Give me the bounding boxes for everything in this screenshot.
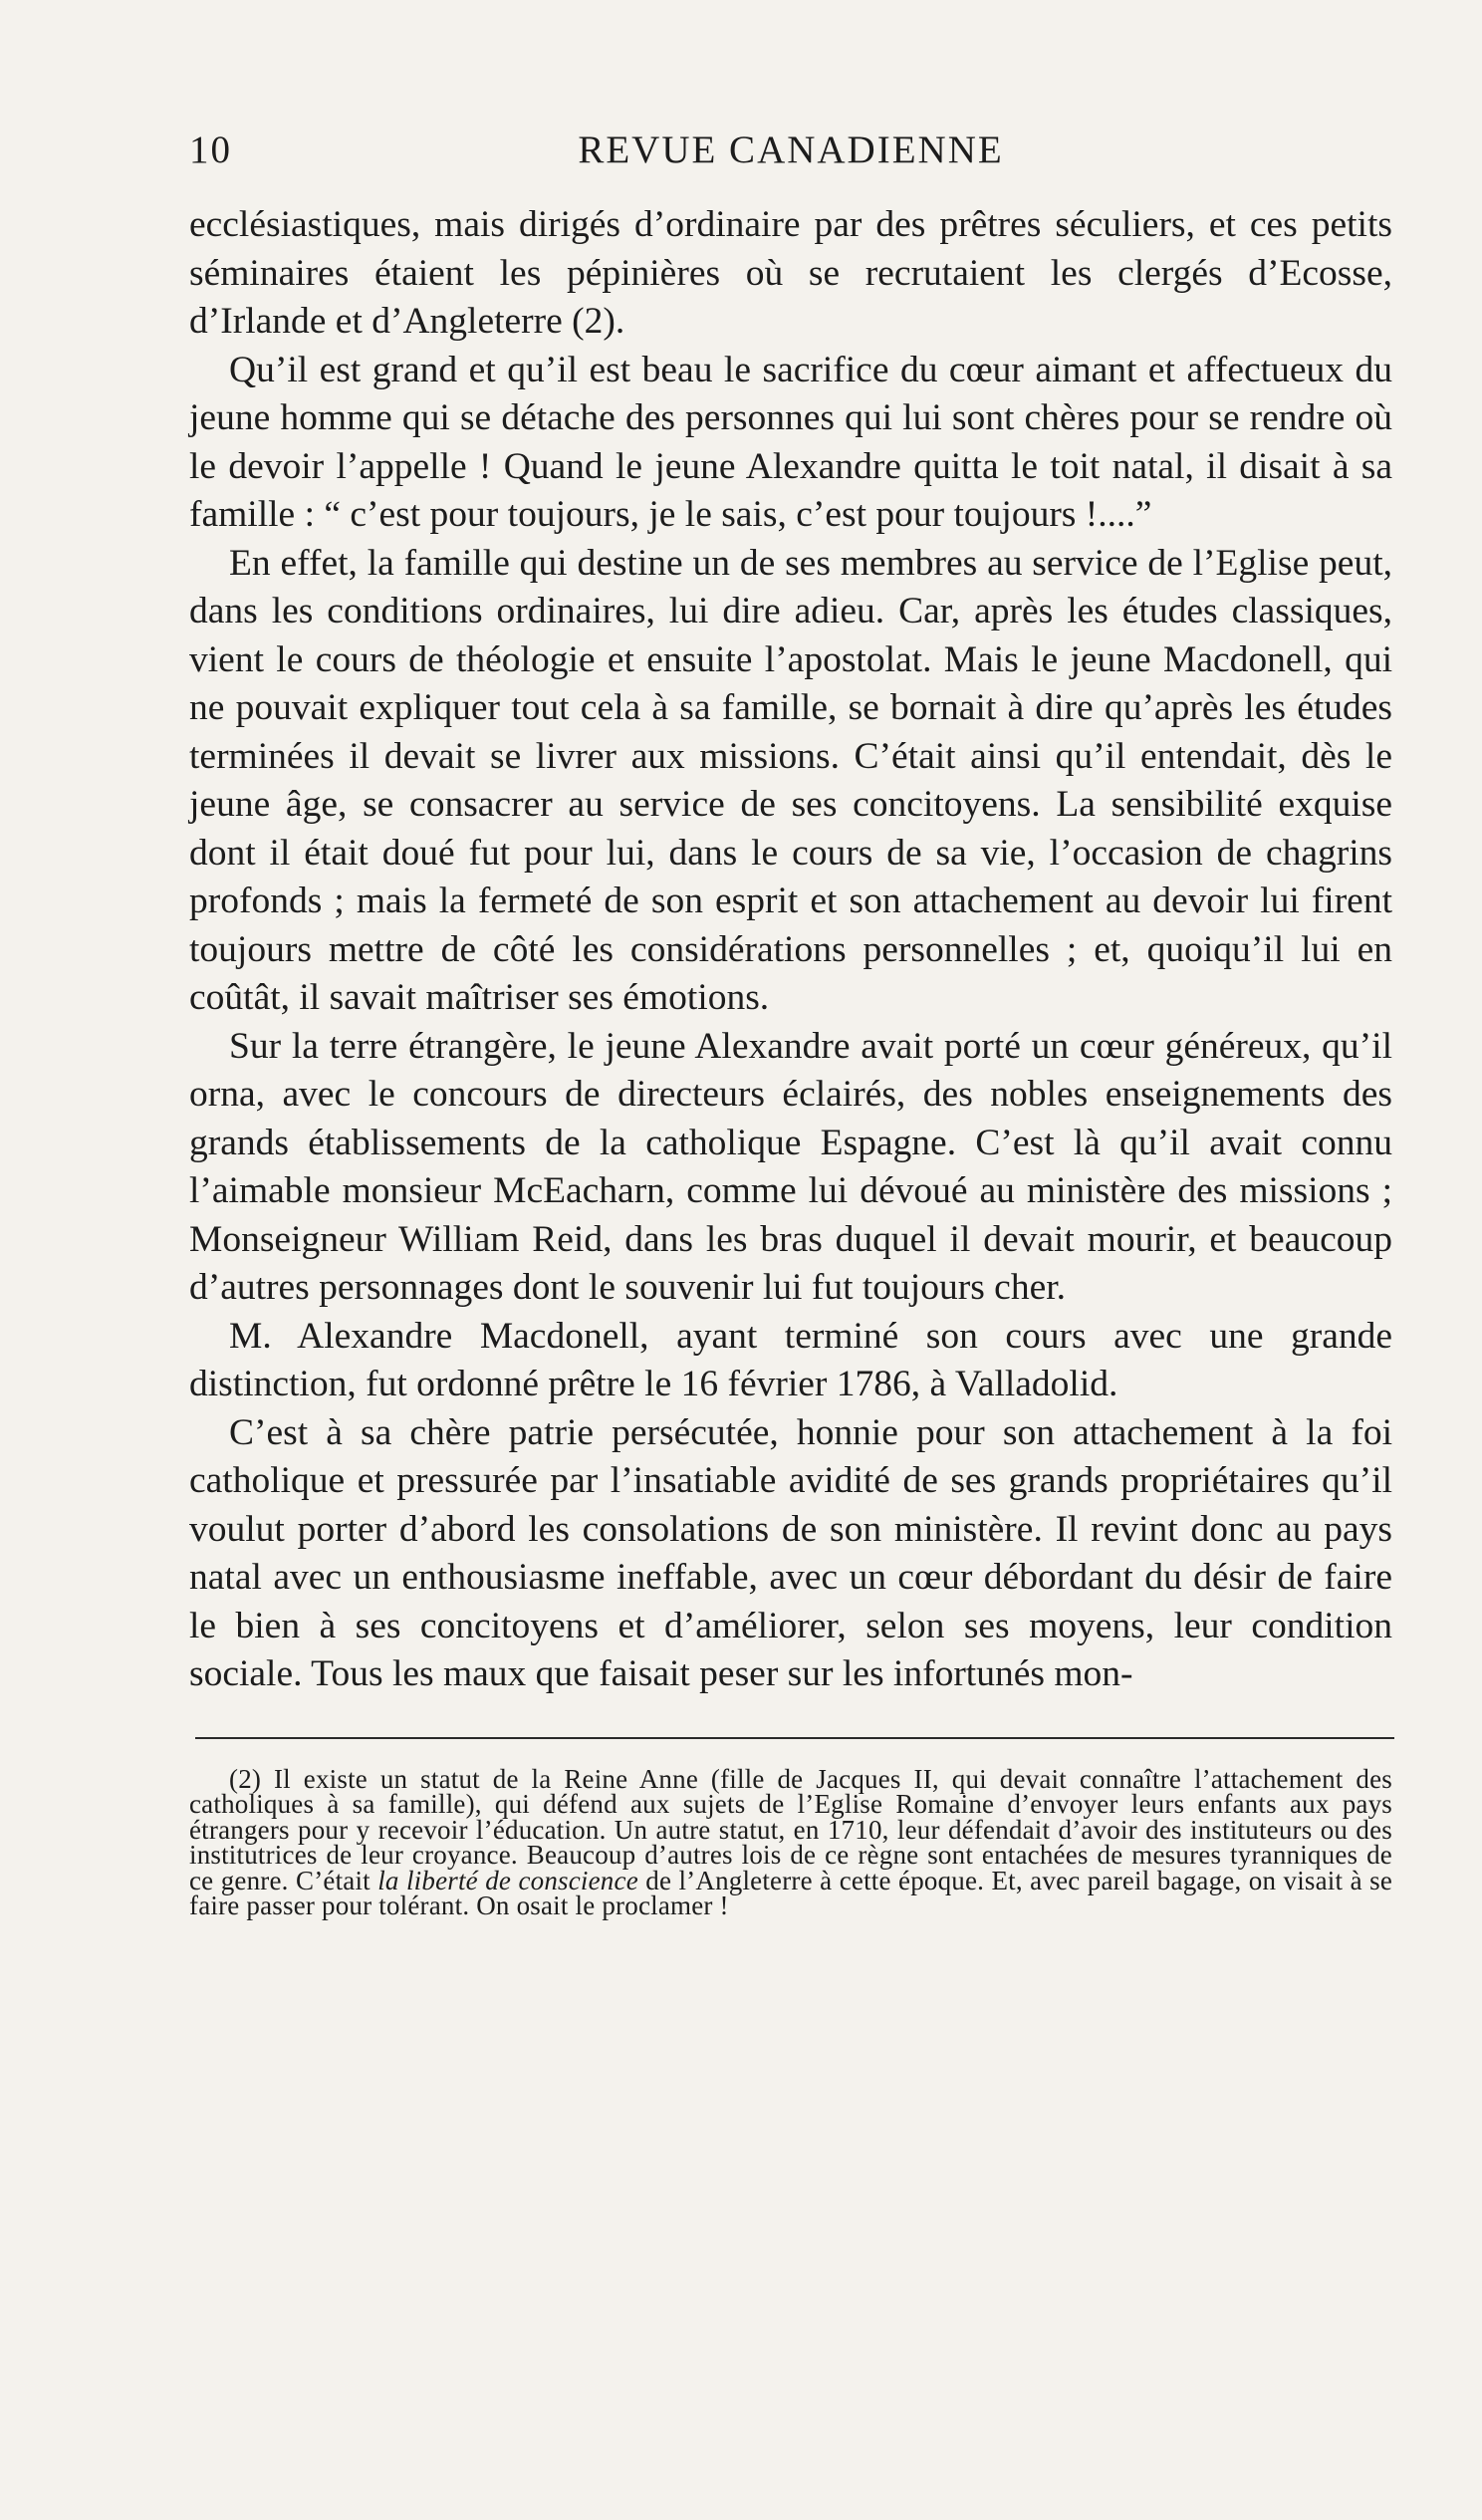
footnote-text-end: de l’Angleterre à cette époque. Et, avec pareil bagage, on visait à se faire passer pour tolérant. On osait le proclamer ! bbox=[189, 1865, 1392, 1921]
footnote-text: (2) Il existe un statut de la Reine Anne (fille de Jacques II, qui devait connaître l’attachement des catholiques à sa famille), qui défend aux sujets de l’Eglise Romaine d’envoyer leurs enfants aux pays étrangers pour y recevoir l’éducation. Un autre statut, en 1710, leur défendait d’avoir des instituteurs ou des institutrices de leur croyance. Beaucoup d’autres lois de ce règne sont entachées de mesures tyranniques de ce genre. C’était bbox=[189, 1763, 1392, 1895]
book-page bbox=[189, 127, 1392, 1919]
page-number: 10 bbox=[189, 128, 232, 171]
paragraph-continued: ecclésiastiques, mais dirigés d’ordinaire par des prêtres séculiers, et ces petits séminaires étaient les pépinières où se recrutaient les clergés d’Ecosse, d’Irlande et d’Angleterre (2). bbox=[189, 204, 1392, 342]
paragraph: Sur la terre étrangère, le jeune Alexandre avait porté un cœur généreux, qu’il orna, avec le concours de directeurs éclairés, des nobles enseignements des grands établissements de la catholique Espagne. C’est là qu’il avait connu l’aimable monsieur McEacharn, comme lui dévoué au ministère des missions ; Monseigneur William Reid, dans les bras duquel il devait mourir, et beaucoup d’autres personnages dont le souvenir lui fut toujours cher. bbox=[189, 1025, 1392, 1308]
paragraph: En effet, la famille qui destine un de ses membres au service de l’Eglise peut, dans les conditions ordinaires, lui dire adieu. Car, après les études classiques, vient le cours de théologie et ensuite l’apostolat. Mais le jeune Macdonell, qui ne pouvait expliquer tout cela à sa famille, se bornait à dire qu’après les études terminées il devait se livrer aux missions. C’était ainsi qu’il entendait, dès le jeune âge, se consacrer au service de ses concitoyens. La sensibilité exquise dont il était doué fut pour lui, dans le cours de sa vie, l’occasion de chagrins profonds ; mais la fermeté de son esprit et son attachement au devoir lui firent toujours mettre de côté les considérations personnelles ; et, quoiqu’il lui en coûtât, il savait maîtriser ses émotions. bbox=[189, 542, 1392, 1018]
footnote bbox=[189, 1763, 1392, 1921]
paragraph: C’est à sa chère patrie persécutée, honnie pour son attachement à la foi catholique et pressurée par l’insatiable avidité de ses grands propriétaires qu’il voulut porter d’abord les consolations de son ministère. Il revint donc au pays natal avec un enthousiasme ineffable, avec un cœur débordant du désir de faire le bien à ses concitoyens et d’améliorer, selon ses moyens, leur condition sociale. Tous les maux que faisait peser sur les infortunés mon- bbox=[189, 1411, 1392, 1694]
paragraph: M. Alexandre Macdonell, ayant terminé son cours avec une grande distinction, fut ordonné prêtre le 16 février 1786, à Valladolid. bbox=[189, 1315, 1392, 1404]
running-head bbox=[189, 127, 1392, 183]
journal-title: REVUE CANADIENNE bbox=[578, 128, 1004, 171]
footnote-emphasis: la liberté de conscience bbox=[377, 1865, 638, 1895]
paragraph: Qu’il est grand et qu’il est beau le sacrifice du cœur aimant et affectueux du jeune homme qui se détache des personnes qui lui sont chères pour se rendre où le devoir l’appelle ! Quand le jeune Alexandre quitta le toit natal, il disait à sa famille : “ c’est pour toujours, je le sais, c’est pour toujours !....” bbox=[189, 349, 1392, 535]
body-text bbox=[189, 201, 1392, 1699]
footnote-divider bbox=[195, 1737, 1394, 1739]
